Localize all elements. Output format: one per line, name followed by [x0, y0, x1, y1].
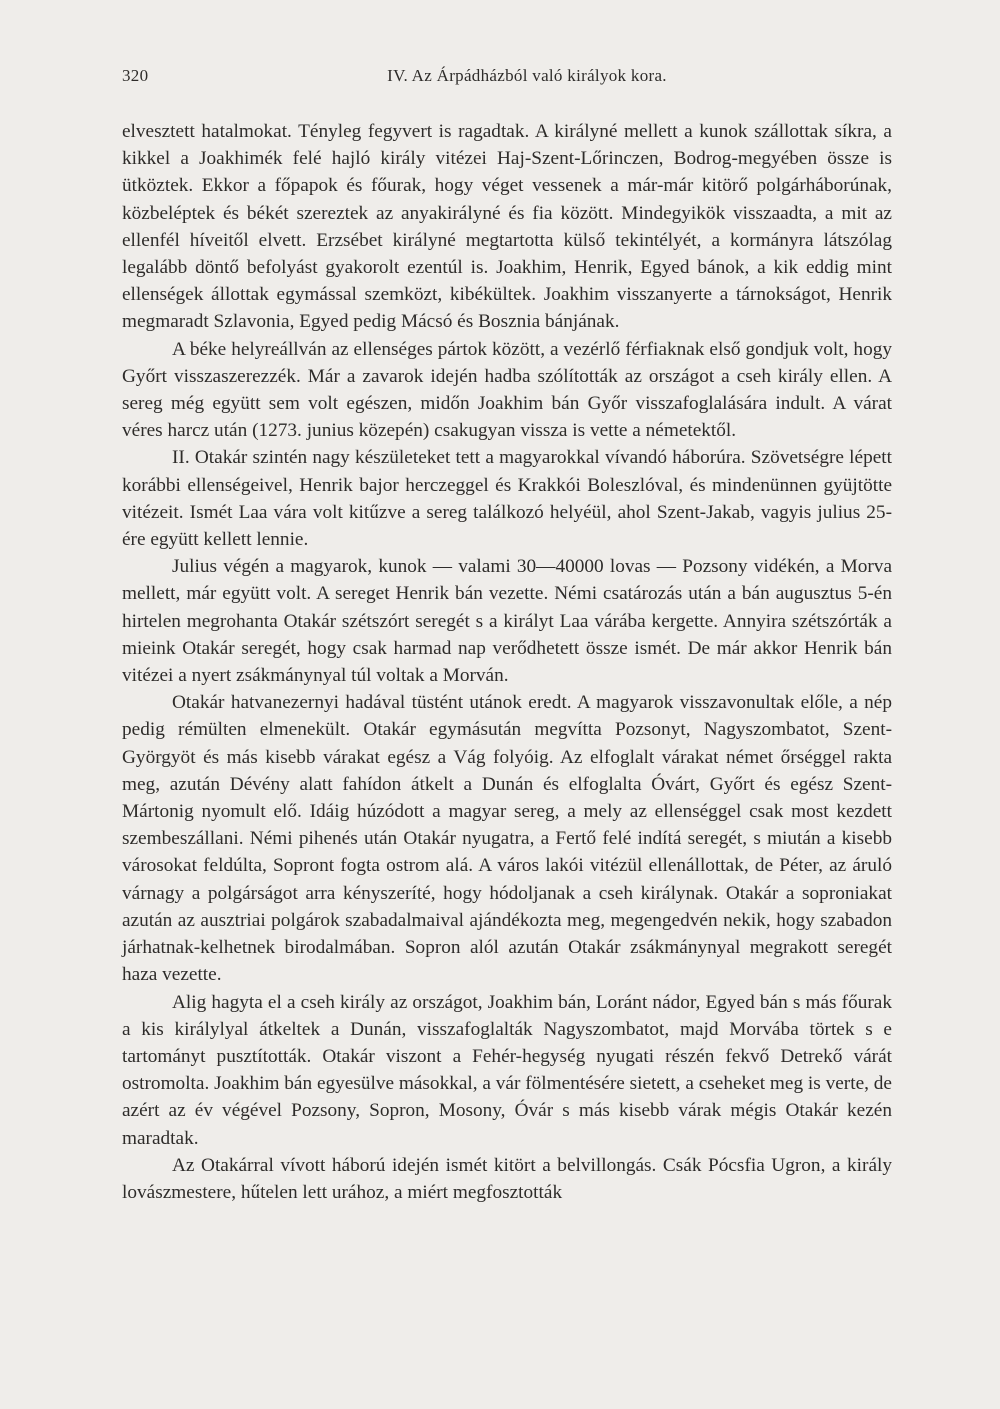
paragraph: Otakár hatvanezernyi hadával tüstént utánok eredt. A magyarok visszavonultak előle, a nép pedig rémülten elmenekült. Otakár egymásután megvítta Pozsonyt, Nagyszombatot, Szent-Györgyöt és más kisebb várakat egész a Vág folyóig. Az elfoglalt várakat német őrséggel rakta meg, azután Dévény alatt fahídon átkelt a Dunán és elfoglalta Óvárt, Győrt és egész Szent-Mártonig nyomult elő. Idáig húzódott a magyar sereg, a mely az ellenséggel csak most kezdett szembeszállani. Némi pihenés után Otakár nyugatra, a Fertő felé indítá seregét, s miután a kisebb városokat feldúlta, Sopront fogta ostrom alá. A város lakói vitézül ellenállottak, de Péter, az áruló várnagy a polgárságot arra kényszeríté, hogy hódoljanak a cseh királynak. Otakár a soproniakat azután az ausztriai polgárok szabadalmaival ajándékozta meg, megengedvén nekik, hogy szabadon járhatnak-kelhetnek birodalmában. Sopron alól azután Otakár zsákmánynyal megrakott seregét haza vezette.	[122, 692, 892, 986]
running-title: IV. Az Árpádházból való királyok kora.	[387, 66, 667, 85]
paragraph: Julius végén a magyarok, kunok — valami 30—40000 lovas — Pozsony vidékén, a Morva mellett, már együtt volt. A sereget Henrik bán vezette. Némi csatározás után a bán augusztus 5-én hirtelen megrohanta Otakár szétszórt seregét s a királyt Laa várába kergette. Annyira szétszórták a mieink Otakár seregét, hogy csak harmad nap verődhetett össze ismét. De már akkor Henrik bán vitézei a nyert zsákmánynyal túl voltak a Morván.	[122, 556, 892, 687]
paragraph: Az Otakárral vívott háború idején ismét kitört a belvillongás. Csák Pócsfia Ugron, a király lovászmestere, hűtelen lett urához, a miért megfosztották	[122, 1154, 892, 1203]
paragraph: Alig hagyta el a cseh király az országot, Joakhim bán, Loránt nádor, Egyed bán s más főurak a kis királylyal átkeltek a Dunán, visszafoglalták Nagyszombatot, majd Morvába törtek s e tartományt pusztították. Otakár viszont a Fehér-hegység nyugati részén fekvő Detrekő várát ostromolta. Joakhim bán egyesülve másokkal, a vár fölmentésére sietett, a cseheket meg is verte, de azért az év végével Pozsony, Sopron, Mosony, Óvár s más kisebb várak mégis Otakár kezén maradtak.	[122, 991, 892, 1149]
paragraph: II. Otakár szintén nagy készületeket tett a magyarokkal vívandó háborúra. Szövetségre lépett korábbi ellenségeivel, Henrik bajor herczeggel és Krakkói Boleszlóval, és mindenünnen gyüjtötte vitézeit. Ismét Laa vára volt kitűzve a sereg találkozó helyéül, ahol Szent-Jakab, vagyis julius 25-ére együtt kellett lennie.	[122, 447, 892, 551]
page-header	[122, 66, 892, 96]
body-text	[122, 118, 892, 1206]
page-number: 320	[122, 66, 149, 85]
paragraph: elvesztett hatalmokat. Tényleg fegyvert is ragadtak. A királyné mellett a kunok szállottak síkra, a kikkel a Joakhimék felé hajló király vitézei Haj-Szent-Lőrinczen, Bodrog-megyében össze is ütköztek. Ekkor a főpapok és főurak, hogy véget vessenek a már-már kitörő polgárháborúnak, közbeléptek és békét szereztek az anyakirályné és fia között. Mindegyikök visszaadta, a mit az ellenfél híveitől elvett. Erzsébet királyné megtartotta külső tekintélyét, a kormányra látszólag legalább döntő befolyást gyakorolt ezentúl is. Joakhim, Henrik, Egyed bánok, a kik eddig mint ellenségek állottak egymással szemközt, kibékültek. Joakhim visszanyerte a tárnokságot, Henrik megmaradt Szlavonia, Egyed pedig Mácsó és Bosznia bánjának.	[122, 121, 892, 333]
paragraph: A béke helyreállván az ellenséges pártok között, a vezérlő férfiaknak első gondjuk volt, hogy Győrt visszaszerezzék. Már a zavarok idején hadba szólították az országot a cseh király ellen. A sereg még együtt sem volt egészen, midőn Joakhim bán Győr visszafoglalására indult. A várat véres harcz után (1273. junius közepén) csakugyan vissza is vette a németektől.	[122, 338, 892, 442]
